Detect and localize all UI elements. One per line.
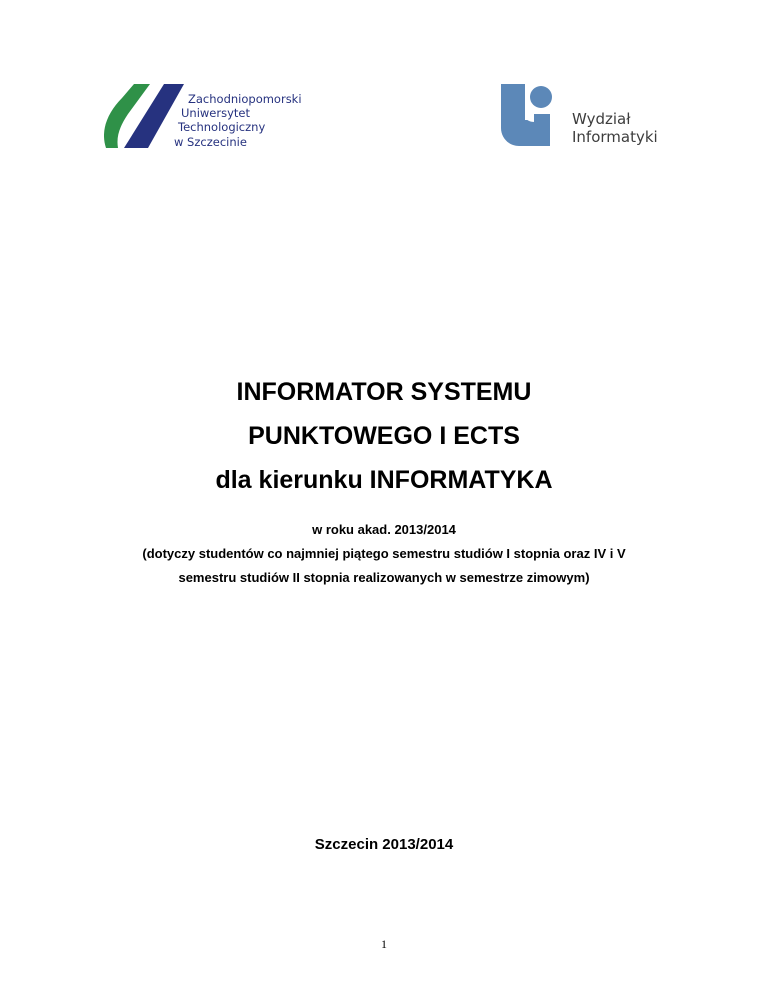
subtitle-line-1: w roku akad. 2013/2014 xyxy=(312,522,456,537)
zut-name xyxy=(174,92,302,149)
faculty-line-2: Informatyki xyxy=(572,128,658,146)
document-title xyxy=(0,370,768,502)
faculty-i-emblem-icon xyxy=(501,84,561,150)
faculty-name xyxy=(572,110,658,146)
zut-line-1: Zachodniopomorski xyxy=(188,92,302,106)
wydzial-informatyki-logo xyxy=(501,84,671,150)
zut-line-2: Uniwersytet xyxy=(181,106,250,121)
faculty-line-1: Wydział xyxy=(572,110,631,128)
zut-line-4: w Szczecinie xyxy=(174,134,247,149)
zut-line-3: Technologiczny xyxy=(178,120,266,135)
title-line-2: PUNKTOWEGO I ECTS xyxy=(248,422,520,450)
title-line-3: dla kierunku INFORMATYKA xyxy=(215,466,553,494)
title-line-1: INFORMATOR SYSTEMU xyxy=(236,378,532,406)
subtitle-line-3: semestru studiów II stopnia realizowanych w semestrze zimowym) xyxy=(178,570,590,585)
document-subtitle xyxy=(0,518,768,590)
zut-logo xyxy=(104,82,304,152)
subtitle-line-2: (dotyczy studentów co najmniej piątego semestru studiów I stopnia oraz IV i V xyxy=(142,546,626,561)
page-number: 1 xyxy=(381,937,387,951)
place-and-year: Szczecin 2013/2014 xyxy=(314,836,454,853)
